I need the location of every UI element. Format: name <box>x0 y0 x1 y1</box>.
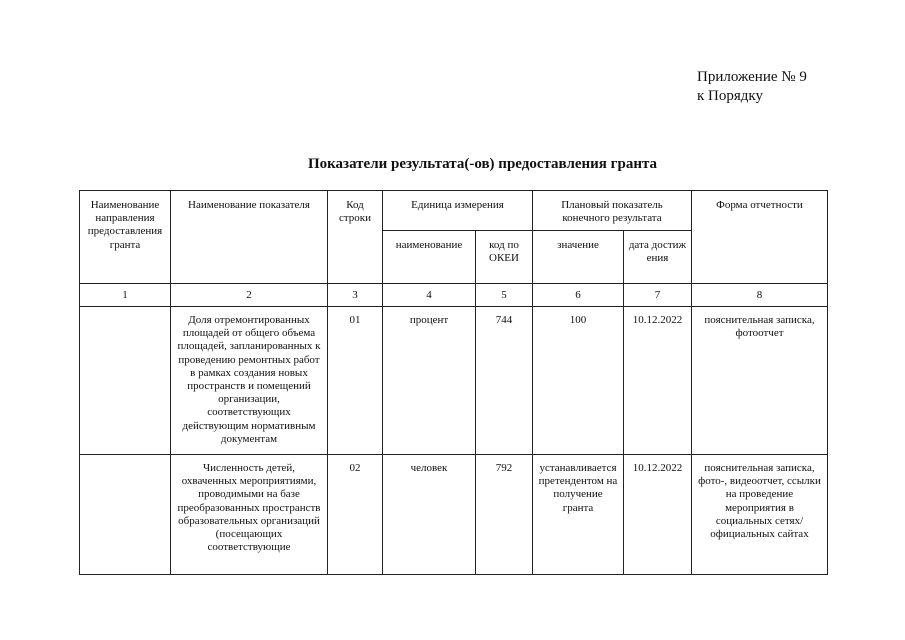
header-direction: Наименование направления предоставления гранта <box>80 191 171 284</box>
header-indicator: Наименование показателя <box>171 191 328 284</box>
column-number: 7 <box>624 284 692 307</box>
column-number: 5 <box>476 284 533 307</box>
cell-direction <box>80 307 171 455</box>
column-number: 3 <box>328 284 383 307</box>
cell-report-form: пояснительная записка, фото-, видеоотчет, ссылки на проведение мероприятия в социальных сетях/официальных сайтах <box>692 455 828 575</box>
cell-plan-value: устанавливается претендентом на получение гранта <box>533 455 624 575</box>
appendix-subtitle: к Порядку <box>697 88 763 104</box>
column-number: 8 <box>692 284 828 307</box>
column-number: 6 <box>533 284 624 307</box>
cell-unit-name: процент <box>383 307 476 455</box>
header-unit-name: наименование <box>383 231 476 284</box>
cell-direction <box>80 455 171 575</box>
column-numbers-row <box>80 284 828 307</box>
cell-code: 02 <box>328 455 383 575</box>
header-unit-okei: код по ОКЕИ <box>476 231 533 284</box>
column-number: 2 <box>171 284 328 307</box>
cell-unit-okei: 744 <box>476 307 533 455</box>
cell-unit-name: человек <box>383 455 476 575</box>
header-unit-group: Единица измерения <box>383 191 533 231</box>
table-row <box>80 307 828 455</box>
indicators-table <box>79 190 828 575</box>
cell-plan-value: 100 <box>533 307 624 455</box>
cell-report-form: пояснительная записка, фотоотчет <box>692 307 828 455</box>
column-number: 1 <box>80 284 171 307</box>
header-code: Код строки <box>328 191 383 284</box>
appendix-reference <box>697 68 807 106</box>
cell-unit-okei: 792 <box>476 455 533 575</box>
cell-plan-date: 10.12.2022 <box>624 455 692 575</box>
cell-indicator: Доля отремонтированных площадей от общего объема площадей, запланированных к проведению ремонтных работ в рамках создания новых пространств и помещений организации, соответствующих действующим нормативным документам <box>171 307 328 455</box>
cell-indicator: Численность детей, охваченных мероприятиями, проводимыми на базе преобразованных пространств образовательных организаций (посещающих соответствующие <box>171 455 328 575</box>
table-row <box>80 455 828 575</box>
document-title: Показатели результата(-ов) предоставления гранта <box>307 156 658 172</box>
column-number: 4 <box>383 284 476 307</box>
header-plan-value: значение <box>533 231 624 284</box>
header-report-form: Форма отчетности <box>692 191 828 284</box>
header-plan-group: Плановый показатель конечного результата <box>533 191 692 231</box>
header-plan-date: дата достижения <box>624 231 692 284</box>
header-row-1 <box>80 191 828 231</box>
cell-plan-date: 10.12.2022 <box>624 307 692 455</box>
cell-code: 01 <box>328 307 383 455</box>
appendix-number: Приложение № 9 <box>697 69 807 85</box>
